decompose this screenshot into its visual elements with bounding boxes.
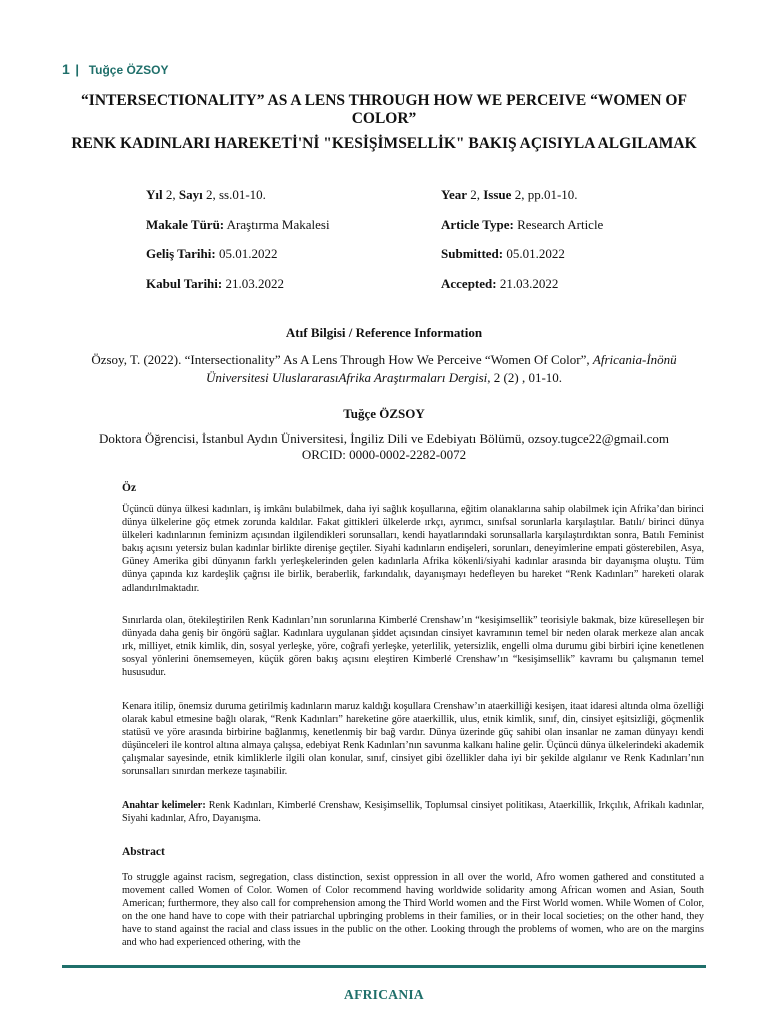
meta-label: Accepted: xyxy=(441,275,497,291)
citation-text xyxy=(60,351,708,387)
abstract-paragraph: To struggle against racism, segregation, class distinction, sexist oppression in all over the world, Afro women gathered and constituted a movement called Women of Color. Women of Color recommend having worldwide solidarity among African women and Asian, South American; furthermore, they also call for comprehension among the Third World women and the First World women. While Women of Color, on the one hand have to cope with their patriarchal upbringing problems in their families, or in their local societies; on the other hand, they have to stand against the racial and class issues in the public on the other. Looking through the problems of women, who are on the margins and who had experienced othering, with the xyxy=(122,872,704,949)
meta-value: 2, xyxy=(162,187,179,202)
meta-label: Geliş Tarihi: xyxy=(146,246,216,261)
keywords-list: Renk Kadınları, Kimberlé Crenshaw, Kesişimsellik, Toplumsal cinsiyet politikası, Ataerkillik, Irkçılık, Afrikalı kadınlar, Siyahi kadınlar, Afro, Dayanışma. xyxy=(122,800,704,825)
meta-label: Kabul Tarihi: xyxy=(146,275,223,291)
affiliation-line: Doktora Öğrencisi, İstanbul Aydın Üniversitesi, İngiliz Dili ve Edebiyatı Bölümü, ozsoy.tugce22@gmail.com xyxy=(99,431,669,446)
meta-label: Sayı xyxy=(178,187,203,202)
meta-row-submitted xyxy=(146,246,646,276)
meta-volume-tr xyxy=(146,187,266,203)
footer-rule xyxy=(62,965,706,968)
abstract-heading: Abstract xyxy=(122,846,165,858)
meta-value: 2, pp.01-10. xyxy=(511,187,578,202)
meta-value: 21.03.2022 xyxy=(496,275,559,291)
meta-value: 21.03.2022 xyxy=(222,275,284,291)
meta-row-type xyxy=(146,217,646,247)
oz-paragraph-3: Kenara itilip, önemsiz duruma getirilmiş kadınların maruz kaldığı koşullara Crenshaw’ın ataerkilliği kesişen, itaat idaresi altında olma özelliği olarak kabul etmesine bağlı olarak, “Renk Kadınları” hareketine göre ataerkillik, ulus, etnik kimlik, sınıf, din, cinsiyet eşitsizliği, göçmenlik statüsü ve yöre arasında birbirine bağlanmış, kenetlenmiş bir bağ vardır. Dünya üzerinde güç sahibi olan insanlar ne zaman dünyayı kendi düşünceleri ile kontrol altına almaya çalışsa, edebiyat Renk Kadınları’nın savunma kalkanı haline gelir. Üçüncü dünya ülkelerindeki akademik çalışmalar sayesinde, etnik kimliklerle ilgili olan konular, sınıf, cinsiyet gibi özellikler daha iyi bir şekilde algılanır ve Renk Kadınları’nın sorunsalları sınırdan merkeze taşınabilir. xyxy=(122,701,704,778)
header-author: Tuğçe ÖZSOY xyxy=(88,63,169,77)
oz-paragraph-1: Üçüncü dünya ülkesi kadınları, iş imkânı bulabilmek, daha iyi sağlık koşullarına, eğitim olanaklarına sahip olabilmek için Afrika’dan birinci dünya ülkelerine göç etmek zorunda kaldılar. Fakat gittikleri ülkelerde ırkçı, ayrımcı, sınıfsal sorunlarla karşılaştılar. Batılı/ birinci dünya ülkeleri kadınlarının feminizm açısından ilgilendikleri sorunsalları, kendi hayatlarındaki sorunsallarla karşılaştırdıktan sonra, Batılı Feminist bakış açısını yetersiz bulan kadınlar birlikte direnişe geçtiler. Siyahi kadınların endişeleri, sorunları, deneyimlerine empati gösterebilen, Asya, Güney Amerika gibi dünyanın farklı yerleşkelerinden gelen kadınlarla Afrika kökenli/siyahi kadınlar arasında bir dayanışma oluştu. Tüm dünya çapında kız kardeşlik çağrısı ile birlik, beraberlik, farkındalık, dayanışmayı hedefleyen bu hareket “Renk Kadınları” hareketi olarak adlandırılmaktadır. xyxy=(122,504,704,594)
english-title: “INTERSECTIONALITY” AS A LENS THROUGH HOW WE PERCEIVE “WOMEN OF COLOR” xyxy=(81,92,687,127)
oz-keywords xyxy=(122,799,704,825)
meta-value: 2, ss.01-10. xyxy=(202,187,266,202)
citation-authors: Özsoy, T. (2022). “Intersectionality” As A Lens Through How We Perceive “Women Of Color”, xyxy=(91,352,593,367)
meta-label: Makale Türü: xyxy=(146,216,225,232)
meta-value: 05.01.2022 xyxy=(215,246,278,261)
meta-value: 05.01.2022 xyxy=(503,246,565,261)
meta-label: Issue xyxy=(483,187,512,202)
citation-volume: , 2 (2) , 01-10. xyxy=(487,370,563,385)
header-separator: | xyxy=(75,62,80,77)
article-metadata xyxy=(146,187,646,305)
meta-value: 2, xyxy=(467,187,484,202)
author-name: Tuğçe ÖZSOY xyxy=(343,406,425,421)
meta-submitted-tr xyxy=(146,246,277,262)
meta-row-volume xyxy=(146,187,646,217)
meta-type-tr xyxy=(146,217,330,233)
meta-value: Araştırma Makalesi xyxy=(224,216,330,232)
citation-heading: Atıf Bilgisi / Reference Information xyxy=(285,325,483,340)
orcid-line: ORCID: 0000-0002-2282-0072 xyxy=(301,447,467,462)
meta-accepted-tr xyxy=(146,276,284,292)
keywords-label: Anahtar kelimeler: xyxy=(122,800,206,811)
meta-volume-en xyxy=(441,187,578,203)
footer-journal-name: AFRICANIA xyxy=(344,987,424,1002)
meta-label: Yıl xyxy=(146,187,163,202)
meta-value: Research Article xyxy=(513,216,604,232)
meta-label: Year xyxy=(441,187,467,202)
meta-accepted-en xyxy=(441,276,558,292)
oz-paragraph-2: Sınırlarda olan, ötekileştirilen Renk Kadınları’nın sorunlarına Kimberlé Crenshaw’ın “kesişimsellik” teorisiyle bakmak, bize küreselleşen bir dünyada daha geniş bir öngörü sağlar. Kadınlara uygulanan şiddet açısından cinsiyet kavramının temel bir neden olarak merkeze alan ancak ırk, milliyet, etnik kimlik, din, sosyal yerleşke, yöre, coğrafi yerleşke, yeterlilik, yetersizlik, engelli olma durumu gibi birbiri içine kenetlenen sosyal yönlerini önemsemeyen, küçük gören bakış açısını eleştiren Kimberlé Crenshaw’ın “kesişimsellik” kavramı bu çalışmanın temel hususudur. xyxy=(122,615,704,679)
author-affiliation xyxy=(60,431,708,463)
turkish-title: RENK KADINLARI HAREKETİ'Nİ "KESİŞİMSELLİK" BAKIŞ AÇISIYLA ALGILAMAK xyxy=(71,135,697,152)
oz-heading: Öz xyxy=(122,482,137,494)
citation-journal: Africania-İnönü Üniversitesi UluslararasıAfrika Araştırmaları Dergisi xyxy=(205,352,677,385)
page-number: 1 xyxy=(62,61,70,77)
meta-row-accepted xyxy=(146,276,646,306)
meta-submitted-en xyxy=(441,246,565,262)
meta-type-en xyxy=(441,217,603,233)
meta-label: Submitted: xyxy=(441,246,504,261)
running-header xyxy=(62,61,168,77)
meta-label: Article Type: xyxy=(441,216,514,232)
